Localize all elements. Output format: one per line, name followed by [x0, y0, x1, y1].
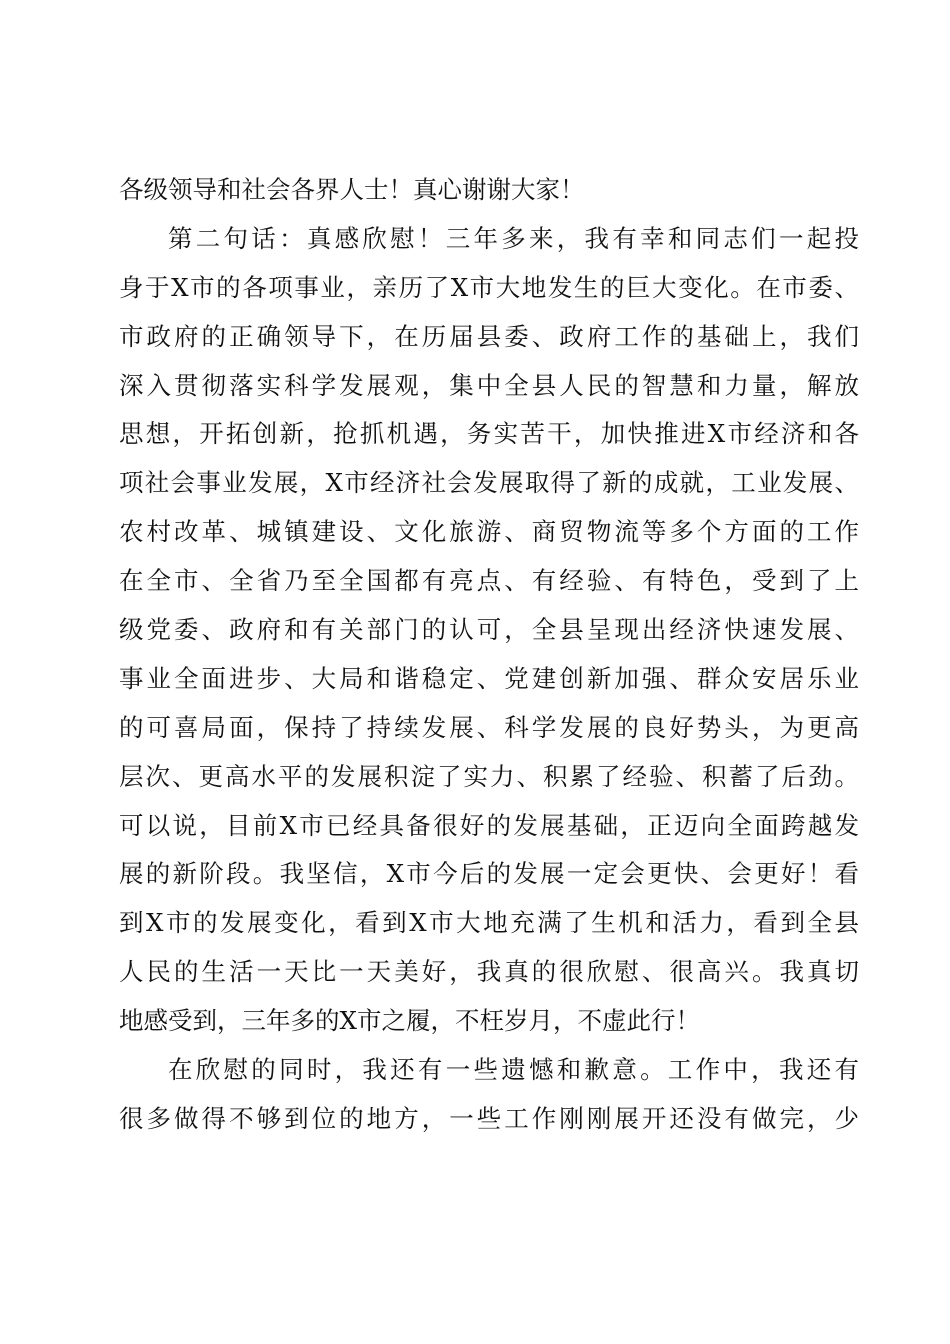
- text-line: 展的新阶段。我坚信，X市今后的发展一定会更快、会更好！看: [119, 859, 859, 889]
- text-line: 很多做得不够到位的地方，一些工作刚刚展开还没有做完，少: [119, 1103, 859, 1133]
- text-line: 层次、更高水平的发展积淀了实力、积累了经验、积蓄了后劲。: [119, 761, 859, 791]
- text-line: 各级领导和社会各界人士！真心谢谢大家！: [119, 175, 585, 204]
- text-line: 思想，开拓创新，抢抓机遇，务实苦干，加快推进X市经济和各: [119, 419, 859, 449]
- text-line: 市政府的正确领导下，在历届县委、政府工作的基础上，我们: [119, 321, 859, 351]
- text-line: 的可喜局面，保持了持续发展、科学发展的良好势头，为更高: [119, 712, 859, 742]
- paragraph-last-line: 地感受到，三年多的X市之履，不枉岁月，不虚此行！: [119, 1006, 700, 1036]
- paragraph-first-line: 第二句话：真感欣慰！三年多来，我有幸和同志们一起投: [168, 223, 859, 253]
- text-line: 人民的生活一天比一天美好，我真的很欣慰、很高兴。我真切: [119, 957, 859, 987]
- paragraph-first-line: 在欣慰的同时，我还有一些遗憾和歉意。工作中，我还有: [168, 1055, 859, 1085]
- text-line: 项社会事业发展，X市经济社会发展取得了新的成就，工业发展、: [119, 468, 859, 498]
- text-line: 农村改革、城镇建设、文化旅游、商贸物流等多个方面的工作: [119, 517, 859, 547]
- text-line: 在全市、全省乃至全国都有亮点、有经验、有特色，受到了上: [119, 566, 859, 596]
- body-text: [119, 166, 859, 1144]
- text-line: 到X市的发展变化，看到X市大地充满了生机和活力，看到全县: [119, 908, 859, 938]
- text-line: 级党委、政府和有关部门的认可，全县呈现出经济快速发展、: [119, 615, 859, 645]
- text-line: 身于X市的各项事业，亲历了X市大地发生的巨大变化。在市委、: [119, 272, 859, 302]
- text-line: 事业全面进步、大局和谐稳定、党建创新加强、群众安居乐业: [119, 663, 859, 693]
- text-line: 深入贯彻落实科学发展观，集中全县人民的智慧和力量，解放: [119, 370, 859, 400]
- text-line: 可以说，目前X市已经具备很好的发展基础，正迈向全面跨越发: [119, 810, 859, 840]
